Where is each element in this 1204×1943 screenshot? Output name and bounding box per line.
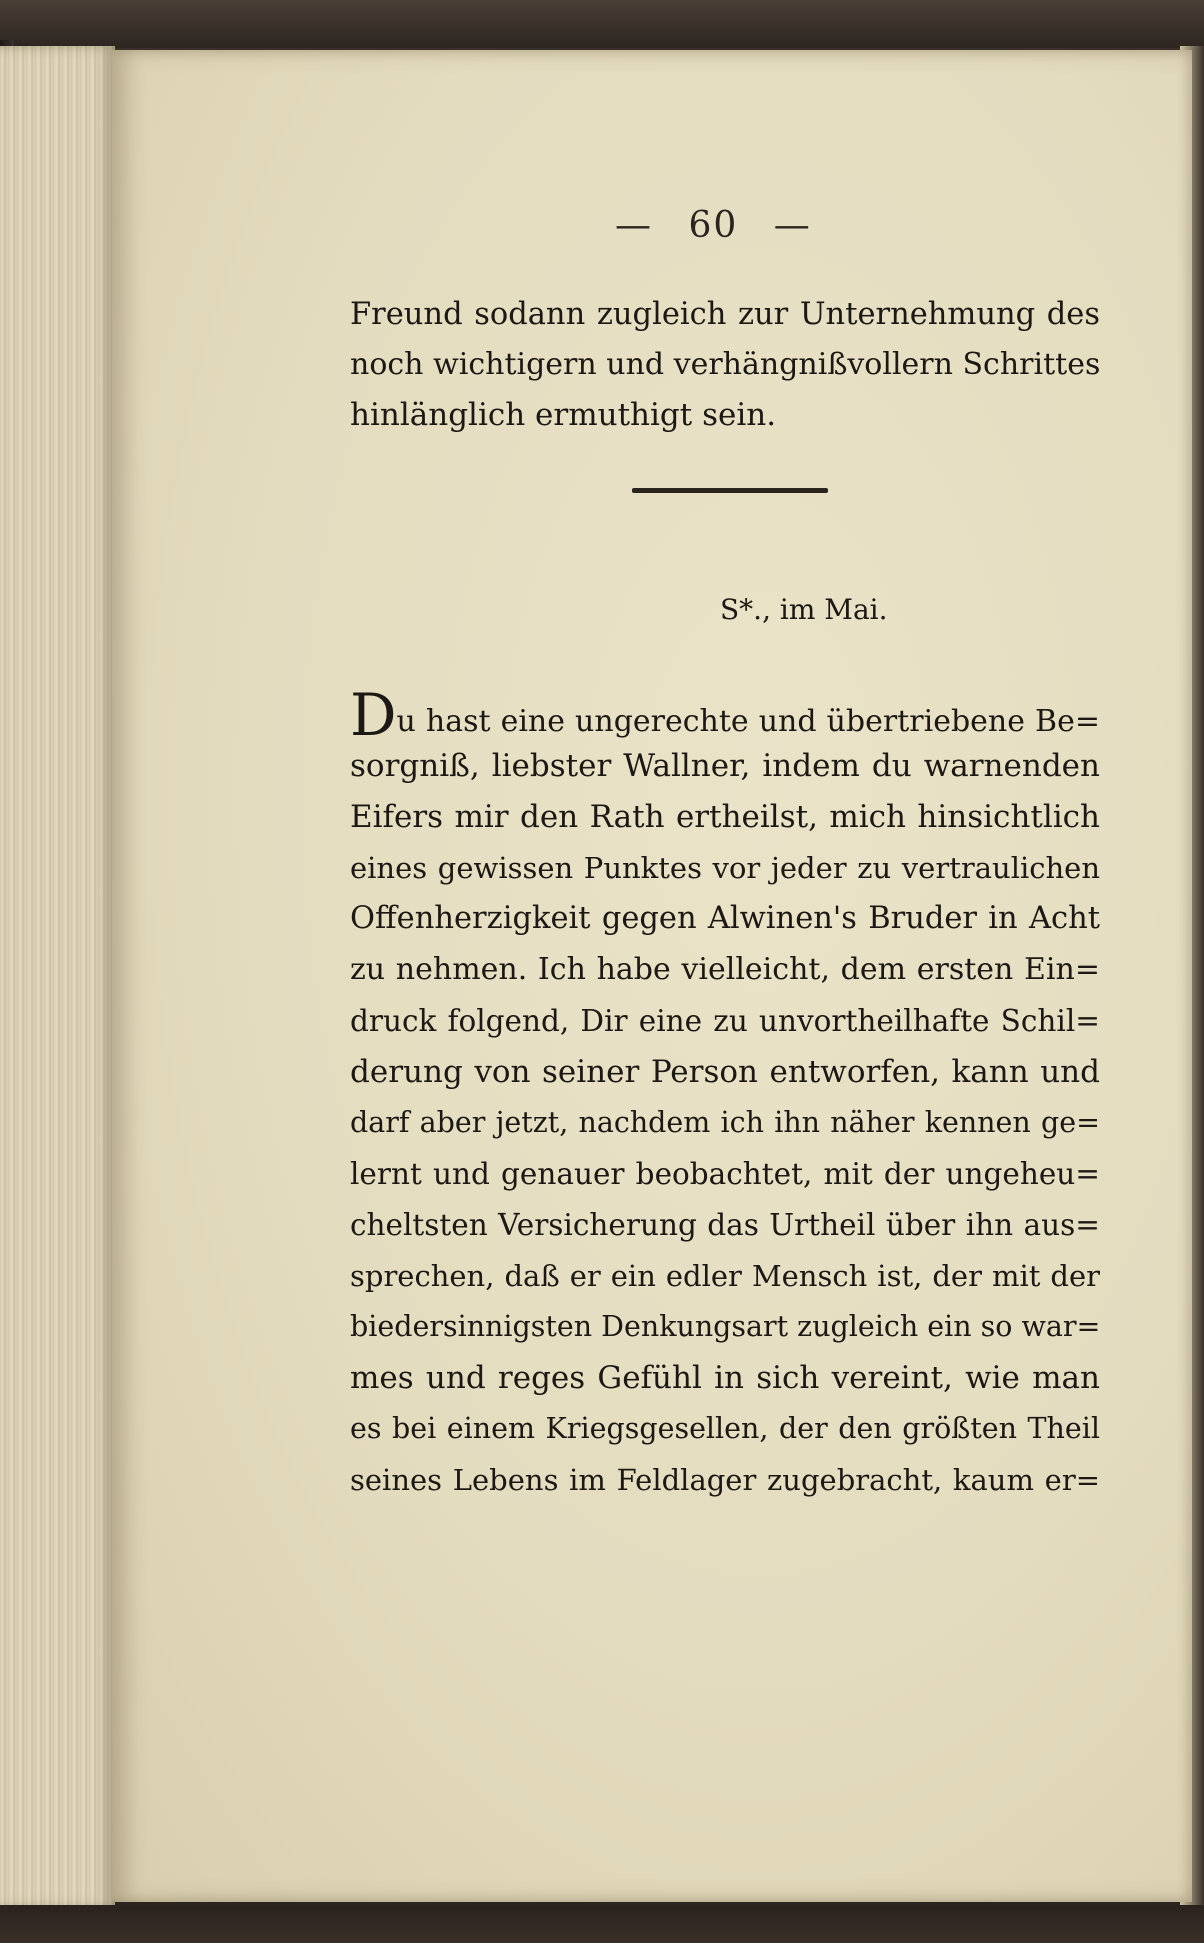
text-line: zu nehmen. Ich habe vielleicht, dem ersten Ein= xyxy=(350,952,1100,987)
text-line: sorgniß, liebster Wallner, indem du warnenden xyxy=(350,748,1100,784)
text-line: druck folgend, Dir eine zu unvortheilhafte Schil= xyxy=(350,1004,1100,1038)
text-line: es bei einem Kriegsgesellen, der den größten Theil xyxy=(350,1412,1100,1445)
section-divider xyxy=(632,488,828,493)
text-line: lernt und genauer beobachtet, mit der ungeheu= xyxy=(350,1157,1100,1191)
text-line: cheltsten Versicherung das Urtheil über ihn aus= xyxy=(350,1208,1100,1242)
drop-cap: D xyxy=(350,681,397,749)
text-line: darf aber jetzt, nachdem ich ihn näher kennen ge= xyxy=(350,1106,1100,1139)
header-dash-left: — xyxy=(615,205,653,246)
book-bottom-edge xyxy=(0,1905,1204,1943)
letter-dateline: S*., im Mai. xyxy=(720,593,888,626)
text-line: Freund sodann zugleich zur Unternehmung des xyxy=(350,297,1100,332)
text-line: eines gewissen Punktes vor jeder zu vertraulichen xyxy=(350,851,1100,885)
book-top-edge xyxy=(0,0,1204,48)
text-line: biedersinnigsten Denkungsart zugleich ein so war= xyxy=(350,1310,1101,1343)
header-dash-right: — xyxy=(773,205,812,246)
text-line: hinlänglich ermuthigt sein. xyxy=(350,397,777,433)
text-line: Offenherzigkeit gegen Alwinen's Bruder in Acht xyxy=(350,901,1100,936)
text-line: derung von seiner Person entworfen, kann und xyxy=(350,1054,1100,1090)
stacked-page-edges xyxy=(0,46,115,1908)
text-line: seines Lebens im Feldlager zugebracht, kaum er= xyxy=(350,1463,1100,1497)
text-line: noch wichtigern und verhängnißvollern Schrittes xyxy=(350,347,1101,382)
text-line: mes und reges Gefühl in sich vereint, wie man xyxy=(350,1360,1100,1396)
text-line-first xyxy=(350,681,1100,749)
text-line: sprechen, daß er ein edler Mensch ist, der mit der xyxy=(350,1259,1100,1293)
text-line: Eifers mir den Rath ertheilst, mich hinsichtlich xyxy=(350,799,1100,835)
text-line-first-rest: u hast eine ungerechte und übertriebene Be= xyxy=(396,704,1100,739)
page-number: 60 xyxy=(688,205,739,246)
